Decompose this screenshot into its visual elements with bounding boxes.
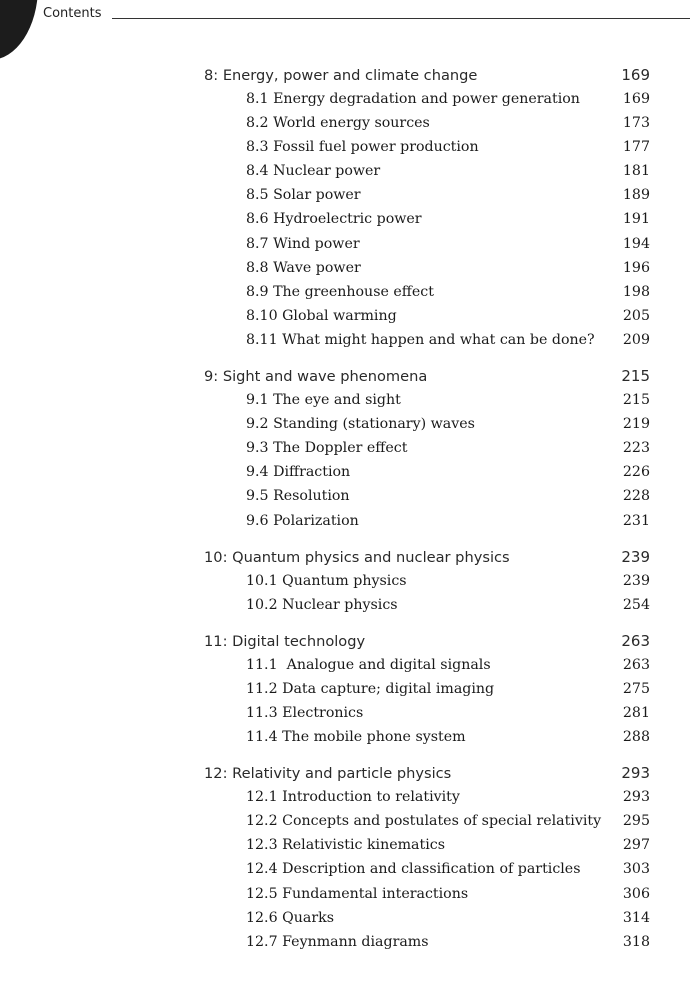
- section-entry[interactable]: [204, 509, 650, 533]
- chapter-page-number: 169: [621, 66, 650, 84]
- section-entry[interactable]: [204, 569, 650, 593]
- section-page-number: 263: [622, 656, 650, 673]
- section-title: 12.3 Relativistic kinematics: [246, 837, 445, 854]
- section-title: 9.2 Standing (stationary) waves: [246, 416, 475, 433]
- section-page-number: 293: [622, 789, 650, 806]
- chapter-heading[interactable]: [204, 629, 650, 653]
- chapter-heading[interactable]: [204, 63, 650, 87]
- section-entry[interactable]: [204, 436, 650, 460]
- header-rule: [112, 18, 690, 19]
- running-head: Contents: [43, 6, 102, 21]
- section-title: 10.1 Quantum physics: [246, 572, 407, 589]
- section-page-number: 198: [622, 283, 650, 300]
- section-page-number: 215: [622, 392, 650, 409]
- section-entry[interactable]: [204, 207, 650, 231]
- section-entry[interactable]: [204, 725, 650, 749]
- chapter-page-number: 263: [621, 631, 650, 650]
- section-title: 12.4 Description and classification of particles: [246, 861, 581, 878]
- section-page-number: 303: [622, 861, 650, 878]
- section-page-number: 281: [622, 704, 650, 721]
- section-page-number: 231: [622, 512, 650, 529]
- section-page-number: 205: [622, 307, 650, 324]
- section-title: 12.6 Quarks: [246, 909, 334, 926]
- chapter-block: [204, 545, 650, 617]
- chapter-block: [204, 63, 650, 352]
- section-page-number: 318: [622, 933, 650, 950]
- section-entry[interactable]: [204, 593, 650, 617]
- section-entry[interactable]: [204, 857, 650, 881]
- section-entry[interactable]: [204, 930, 650, 954]
- section-page-number: 189: [622, 187, 650, 204]
- section-page-number: 173: [622, 115, 650, 132]
- section-entry[interactable]: [204, 809, 650, 833]
- chapter-title: 9: Sight and wave phenomena: [204, 368, 428, 386]
- section-entry[interactable]: [204, 484, 650, 508]
- section-page-number: 254: [622, 596, 650, 613]
- table-of-contents: [204, 63, 650, 966]
- section-page-number: 219: [622, 416, 650, 433]
- section-title: 10.2 Nuclear physics: [246, 596, 398, 613]
- section-title: 12.2 Concepts and postulates of special relativity: [246, 813, 602, 830]
- chapter-title: 11: Digital technology: [204, 632, 366, 650]
- section-page-number: 239: [622, 572, 650, 589]
- section-title: 11.4 The mobile phone system: [246, 729, 466, 746]
- section-title: 11.1 Analogue and digital signals: [246, 656, 491, 673]
- section-entry[interactable]: [204, 280, 650, 304]
- section-page-number: 209: [622, 331, 650, 348]
- section-page-number: 169: [622, 91, 650, 107]
- section-title: 8.7 Wind power: [246, 235, 360, 252]
- section-title: 8.8 Wave power: [246, 259, 361, 276]
- section-page-number: 191: [622, 211, 650, 228]
- section-title: 12.5 Fundamental interactions: [246, 885, 469, 902]
- section-entry[interactable]: [204, 183, 650, 207]
- section-entry[interactable]: [204, 87, 650, 111]
- section-page-number: 196: [622, 259, 650, 276]
- section-page-number: 306: [622, 885, 650, 902]
- section-page-number: 288: [622, 729, 650, 746]
- chapter-page-number: 293: [621, 764, 650, 783]
- section-entry[interactable]: [204, 256, 650, 280]
- section-entry[interactable]: [204, 412, 650, 436]
- section-title: 12.7 Feynmann diagrams: [246, 933, 429, 950]
- section-entry[interactable]: [204, 460, 650, 484]
- section-page-number: 295: [622, 813, 650, 830]
- section-page-number: 228: [622, 488, 650, 505]
- section-entry[interactable]: [204, 653, 650, 677]
- section-page-number: 297: [622, 837, 650, 854]
- chapter-title: 10: Quantum physics and nuclear physics: [204, 548, 510, 566]
- section-entry[interactable]: [204, 328, 650, 352]
- section-entry[interactable]: [204, 906, 650, 930]
- corner-tab-decoration: [0, 0, 38, 60]
- section-title: 9.5 Resolution: [246, 488, 350, 505]
- section-entry[interactable]: [204, 304, 650, 328]
- section-title: 8.1 Energy degradation and power generation: [246, 91, 580, 107]
- section-entry[interactable]: [204, 701, 650, 725]
- section-title: 11.2 Data capture; digital imaging: [246, 680, 495, 697]
- section-title: 8.9 The greenhouse effect: [246, 283, 434, 300]
- section-title: 8.2 World energy sources: [246, 115, 430, 132]
- chapter-page-number: 215: [621, 367, 650, 386]
- section-entry[interactable]: [204, 882, 650, 906]
- section-page-number: 314: [622, 909, 650, 926]
- section-entry[interactable]: [204, 232, 650, 256]
- section-title: 11.3 Electronics: [246, 704, 364, 721]
- chapter-title: 8: Energy, power and climate change: [204, 67, 478, 84]
- section-title: 8.3 Fossil fuel power production: [246, 139, 479, 156]
- section-entry[interactable]: [204, 388, 650, 412]
- section-entry[interactable]: [204, 111, 650, 135]
- chapter-heading[interactable]: [204, 364, 650, 388]
- section-page-number: 177: [622, 139, 650, 156]
- section-title: 8.11 What might happen and what can be done?: [246, 331, 595, 348]
- chapter-block: [204, 629, 650, 749]
- section-title: 12.1 Introduction to relativity: [246, 789, 460, 806]
- chapter-block: [204, 761, 650, 954]
- section-page-number: 181: [622, 163, 650, 180]
- section-entry[interactable]: [204, 677, 650, 701]
- section-title: 8.4 Nuclear power: [246, 163, 381, 180]
- section-entry[interactable]: [204, 135, 650, 159]
- chapter-title: 12: Relativity and particle physics: [204, 765, 452, 783]
- chapter-block: [204, 364, 650, 533]
- section-entry[interactable]: [204, 159, 650, 183]
- section-page-number: 226: [622, 464, 650, 481]
- section-title: 9.6 Polarization: [246, 512, 359, 529]
- chapter-page-number: 239: [621, 547, 650, 566]
- section-entry[interactable]: [204, 833, 650, 857]
- section-page-number: 194: [622, 235, 650, 252]
- section-page-number: 275: [622, 680, 650, 697]
- section-title: 9.4 Diffraction: [246, 464, 351, 481]
- section-entry[interactable]: [204, 785, 650, 809]
- section-title: 8.5 Solar power: [246, 187, 361, 204]
- section-title: 9.1 The eye and sight: [246, 392, 401, 409]
- section-title: 9.3 The Doppler effect: [246, 440, 408, 457]
- section-page-number: 223: [622, 440, 650, 457]
- chapter-heading[interactable]: [204, 761, 650, 785]
- section-title: 8.10 Global warming: [246, 307, 397, 324]
- section-title: 8.6 Hydroelectric power: [246, 211, 422, 228]
- chapter-heading[interactable]: [204, 545, 650, 569]
